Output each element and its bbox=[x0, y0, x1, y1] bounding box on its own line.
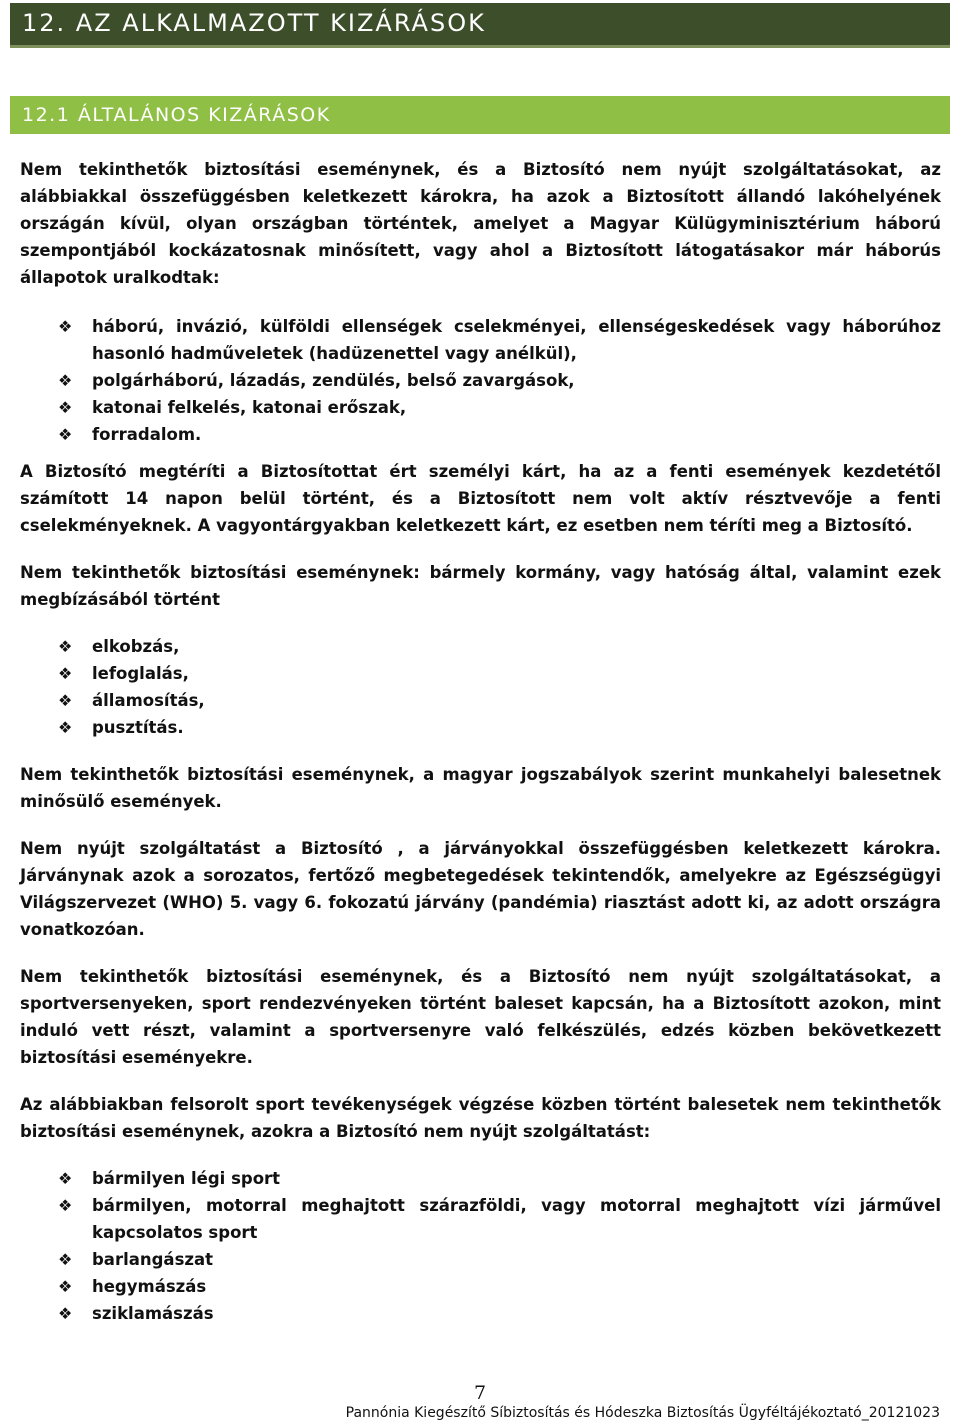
list-item: ❖ barlangászat bbox=[20, 1246, 941, 1273]
list-item: ❖ forradalom. bbox=[20, 421, 941, 448]
paragraph-7: Az alábbiakban felsorolt sport tevékenységek végzése közben történt balesetek nem tekinthetők biztosítási eseménynek, azokra a Biztosító nem nyújt szolgáltatást: bbox=[20, 1095, 941, 1141]
list-item: ❖ pusztítás. bbox=[20, 714, 941, 741]
list-item: ❖ katonai felkelés, katonai erőszak, bbox=[20, 394, 941, 421]
paragraph-6: Nem tekinthetők biztosítási eseménynek, és a Biztosító nem nyújt szolgáltatásokat, a sportversenyeken, sport rendezvényeken történt baleset kapcsán, ha a Biztosított azokon, mint induló vett részt, valamint a sportversenyre való felkészülés, edzés közben bekövetkezett biztosítási eseményekre. bbox=[20, 967, 941, 1067]
list-item: ❖ államosítás, bbox=[20, 687, 941, 714]
diamond-bullet-icon: ❖ bbox=[58, 1169, 73, 1188]
diamond-bullet-icon: ❖ bbox=[58, 317, 73, 336]
diamond-bullet-icon: ❖ bbox=[58, 1304, 73, 1323]
diamond-bullet-icon: ❖ bbox=[58, 425, 73, 444]
list-item: ❖ háború, invázió, külföldi ellenségek cselekményei, ellenségeskedések vagy háborúhoz hasonló hadműveletek (hadüzenettel vagy anélkül), bbox=[20, 313, 941, 367]
section-heading: 12. AZ ALKALMAZOTT KIZÁRÁSOK bbox=[10, 3, 950, 48]
list-sport-exclusions bbox=[20, 1165, 941, 1327]
paragraph-5: Nem nyújt szolgáltatást a Biztosító , a járványokkal összefüggésben keletkezett károkra. Járványnak azok a sorozatos, fertőző megbetegedések tekintendők, amelyekre az Egészségügyi Világszervezet (WHO) 5. vagy 6. fokozatú járvány (pandémia) riasztást adott ki, az adott országra vonatkozóan. bbox=[20, 839, 941, 939]
diamond-bullet-icon: ❖ bbox=[58, 398, 73, 417]
list-item: ❖ bármilyen légi sport bbox=[20, 1165, 941, 1192]
diamond-bullet-icon: ❖ bbox=[58, 1196, 73, 1215]
list-item: ❖ hegymászás bbox=[20, 1273, 941, 1300]
diamond-bullet-icon: ❖ bbox=[58, 1250, 73, 1269]
diamond-bullet-icon: ❖ bbox=[58, 637, 73, 656]
diamond-bullet-icon: ❖ bbox=[58, 664, 73, 683]
footer-document-title: Pannónia Kiegészítő Síbiztosítás és Hódeszka Biztosítás Ügyféltájékoztató_20121023 bbox=[345, 1405, 940, 1421]
paragraph-2: A Biztosító megtéríti a Biztosítottat ért személyi kárt, ha az a fenti események kezdetétől számított 14 napon belül történt, és a Biztosított nem volt aktív résztvevője a fenti cselekményeknek. A vagyontárgyakban keletkezett kárt, ez esetben nem téríti meg a Biztosító. bbox=[20, 462, 941, 535]
list-item: ❖ lefoglalás, bbox=[20, 660, 941, 687]
paragraph-4: Nem tekinthetők biztosítási eseménynek, a magyar jogszabályok szerint munkahelyi balesetnek minősülő események. bbox=[20, 765, 941, 811]
diamond-bullet-icon: ❖ bbox=[58, 691, 73, 710]
diamond-bullet-icon: ❖ bbox=[58, 371, 73, 390]
list-item: ❖ sziklamászás bbox=[20, 1300, 941, 1327]
diamond-bullet-icon: ❖ bbox=[58, 1277, 73, 1296]
subsection-heading: 12.1 ÁLTALÁNOS KIZÁRÁSOK bbox=[10, 96, 950, 134]
list-item: ❖ elkobzás, bbox=[20, 633, 941, 660]
paragraph-1: Nem tekinthetők biztosítási eseménynek, és a Biztosító nem nyújt szolgáltatásokat, az alábbiakkal összefüggésben keletkezett károkra, ha azok a Biztosított állandó lakóhelyének országán kívül, olyan országban történtek, amelyet a Magyar Külügyminisztérium háború szempontjából kockázatosnak minősített, vagy ahol a Biztosított látogatásakor már háborús állapotok uralkodtak: bbox=[20, 160, 941, 287]
page-number: 7 bbox=[473, 1382, 487, 1404]
body-content bbox=[20, 156, 941, 1327]
list-government-actions bbox=[20, 633, 941, 741]
paragraph-3: Nem tekinthetők biztosítási eseménynek: bármely kormány, vagy hatóság által, valamint ezek megbízásából történt bbox=[20, 563, 941, 609]
diamond-bullet-icon: ❖ bbox=[58, 718, 73, 737]
list-item: ❖ polgárháború, lázadás, zendülés, belső zavargások, bbox=[20, 367, 941, 394]
list-war-exclusions bbox=[20, 313, 941, 448]
list-item: ❖ bármilyen, motorral meghajtott szárazföldi, vagy motorral meghajtott vízi járművel kapcsolatos sport bbox=[20, 1192, 941, 1246]
